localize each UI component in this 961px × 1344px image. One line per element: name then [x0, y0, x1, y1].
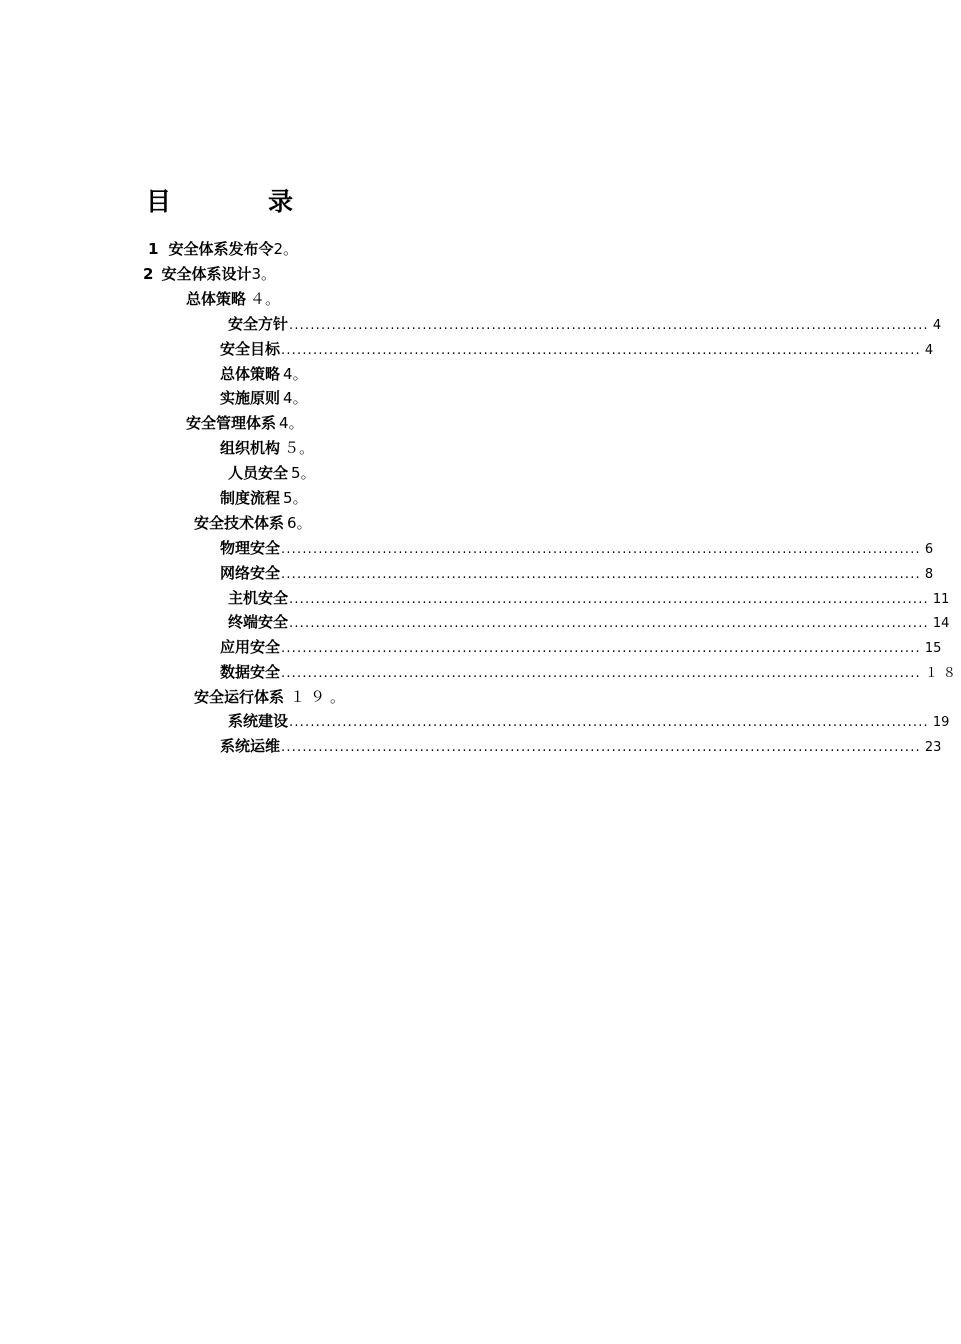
toc-entry[interactable] — [228, 587, 950, 609]
toc-entry-label: 应用安全 — [220, 638, 281, 656]
toc-entry[interactable] — [220, 562, 934, 584]
toc-entry-page: 23 — [924, 740, 942, 755]
toc-entry-label: 安全管理体系 — [186, 414, 277, 432]
toc-entry-page: １９ — [290, 688, 331, 706]
toc-entry-page: 8 — [924, 567, 934, 582]
toc-entry-label: 终端安全 — [228, 613, 289, 631]
toc-entry-label: 系统建设 — [228, 712, 289, 730]
toc-entry-number: 2 — [143, 265, 154, 283]
toc-entry-page: 15 — [924, 641, 942, 656]
toc-entry-suffix: 。 — [300, 464, 316, 482]
toc-leader-dots: ........................................................................................................................ — [281, 666, 921, 681]
toc-entry-number: 1 — [148, 240, 159, 258]
toc-leader-dots: ........................................................................................................................ — [289, 592, 929, 607]
toc-entry[interactable] — [143, 263, 276, 285]
toc-entry-label: 安全目标 — [220, 340, 281, 358]
toc-leader-dots: ........................................................................................................................ — [289, 616, 929, 631]
toc-entry[interactable] — [228, 313, 942, 335]
toc-entry[interactable] — [220, 537, 934, 559]
toc-entry-label: 总体策略 — [186, 290, 247, 308]
toc-entry[interactable] — [220, 363, 308, 385]
toc-entry-suffix: 。 — [261, 265, 277, 283]
toc-entry-label: 总体策略 — [220, 365, 281, 383]
toc-entry-label: 安全运行体系 — [194, 688, 285, 706]
toc-entry-suffix: 。 — [330, 688, 346, 706]
toc-entry-page: 3 — [251, 265, 261, 283]
toc-entry-page: 6 — [287, 514, 297, 532]
toc-entry-page: 14 — [932, 616, 950, 631]
toc-title: 目 录 — [146, 187, 330, 216]
toc-entry-suffix: 。 — [283, 240, 299, 258]
toc-entry[interactable] — [186, 288, 280, 310]
toc-entry[interactable] — [228, 710, 950, 732]
toc-entry-suffix: 。 — [296, 514, 312, 532]
toc-entry[interactable] — [220, 636, 942, 658]
toc-leader-dots: ........................................................................................................................ — [289, 715, 929, 730]
toc-entry-label: 人员安全 — [228, 464, 289, 482]
toc-entry[interactable] — [220, 487, 308, 509]
toc-entry[interactable] — [228, 611, 950, 633]
toc-entry-label: 网络安全 — [220, 564, 281, 582]
toc-entry-label: 安全技术体系 — [194, 514, 285, 532]
toc-entry-suffix: 。 — [265, 290, 281, 308]
toc-entry-page: 4 — [924, 343, 934, 358]
toc-entry-label: 数据安全 — [220, 663, 281, 681]
toc-entry-page: 11 — [932, 592, 950, 607]
toc-entry[interactable] — [220, 735, 942, 757]
toc-entry[interactable] — [220, 387, 308, 409]
toc-entry-label: 物理安全 — [220, 539, 281, 557]
toc-leader-dots: ........................................................................................................................ — [281, 641, 921, 656]
toc-leader-dots: ........................................................................................................................ — [281, 567, 921, 582]
toc-entry-page: ４ — [250, 290, 266, 308]
toc-entry-label: 安全体系设计 — [161, 265, 252, 283]
toc-entry-label: 制度流程 — [220, 489, 281, 507]
toc-entry[interactable] — [194, 512, 312, 534]
toc-entry[interactable] — [194, 686, 345, 708]
toc-entry-suffix: 。 — [292, 389, 308, 407]
toc-entry-page: 4 — [283, 389, 293, 407]
toc-entry[interactable] — [220, 338, 934, 360]
toc-entry[interactable] — [228, 462, 316, 484]
toc-entry-page: 5 — [283, 489, 293, 507]
toc-leader-dots: ........................................................................................................................ — [281, 740, 921, 755]
toc-entry-page: 5 — [291, 464, 301, 482]
toc-entry[interactable] — [148, 238, 298, 260]
toc-entry-page: 19 — [932, 715, 950, 730]
toc-entry-page: １８ — [924, 666, 961, 681]
toc-entry-page: 4 — [279, 414, 289, 432]
toc-entry-page: 2 — [273, 240, 283, 258]
toc-entry-label: 实施原则 — [220, 389, 281, 407]
toc-entry-suffix: 。 — [288, 414, 304, 432]
toc-leader-dots: ........................................................................................................................ — [281, 542, 921, 557]
toc-entry-label: 系统运维 — [220, 737, 281, 755]
toc-entry-suffix: 。 — [292, 365, 308, 383]
toc-entry[interactable] — [220, 437, 314, 459]
toc-entry-suffix: 。 — [299, 439, 315, 457]
toc-entry[interactable] — [186, 412, 304, 434]
toc-leader-dots: ........................................................................................................................ — [281, 343, 921, 358]
toc-entry[interactable] — [220, 661, 961, 683]
toc-entry-suffix: 。 — [292, 489, 308, 507]
toc-entry-page: 4 — [932, 318, 942, 333]
toc-entry-label: 组织机构 — [220, 439, 281, 457]
toc-entry-page: ５ — [284, 439, 300, 457]
toc-entry-page: 6 — [924, 542, 934, 557]
toc-entry-label: 安全体系发布令 — [168, 240, 274, 258]
toc-entry-label: 主机安全 — [228, 589, 289, 607]
toc-entry-label: 安全方针 — [228, 315, 289, 333]
toc-leader-dots: ........................................................................................................................ — [289, 318, 929, 333]
toc-entry-page: 4 — [283, 365, 293, 383]
